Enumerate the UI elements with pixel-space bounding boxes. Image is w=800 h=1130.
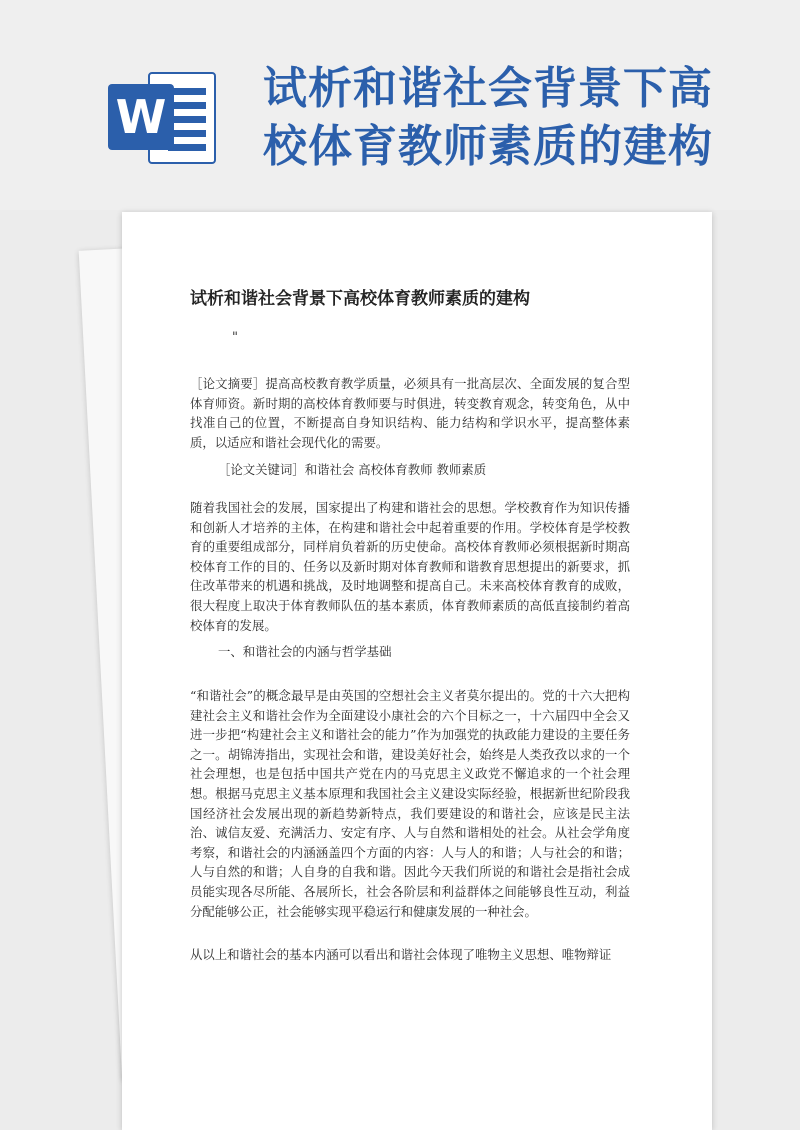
intro-paragraph: 随着我国社会的发展，国家提出了构建和谐社会的思想。学校教育作为知识传播和创新人才培养的主体，在构建和谐社会中起着重要的作用。学校体育是学校教育的重要组成部分，同样肩负着新的历史使命。高校体育教师必须根据新时期高校体育工作的目的、任务以及新时期对体育教师和谐教育思想提出的新要求，抓住改革带来的机遇和挑战，及时地调整和提高自己。未来高校体育教育的成败，很大程度上取决于体育教师队伍的基本素质，体育教师素质的高低直接制约着高校体育的发展。: [190, 500, 630, 633]
word-badge: W: [108, 84, 174, 150]
word-document-icon: [108, 72, 216, 164]
abstract-paragraph: ［论文摘要］提高高校教育教学质量，必须具有一批高层次、全面发展的复合型体育师资。新时期的高校体育教师要与时俱进，转变教育观念，转变角色，从中找准自己的位置，不断提高自身知识结构、能力结构和学识水平，提高整体素质，以适应和谐社会现代化的需要。: [190, 376, 630, 450]
keywords-paragraph: ［论文关键词］和谐社会 高校体育教师 教师素质: [218, 462, 487, 477]
banner: [0, 0, 800, 210]
body-paragraph-2: 从以上和谐社会的基本内涵可以看出和谐社会体现了唯物主义思想、唯物辩证: [190, 947, 612, 962]
document-title: 试析和谐社会背景下高校体育教师素质的建构: [190, 289, 530, 309]
quote-mark: ": [232, 330, 238, 345]
banner-title: 试析和谐社会背景下高校体育教师素质的建构: [263, 63, 713, 172]
section-heading: 一、和谐社会的内涵与哲学基础: [218, 644, 392, 659]
body-paragraph-1: “和谐社会”的概念最早是由英国的空想社会主义者莫尔提出的。党的十六大把构建社会主义和谐社会作为全面建设小康社会的六个目标之一，十六届四中全会又进一步把“构建社会主义和谐社会的能力”作为加强党的执政能力建设的主要任务之一。胡锦涛指出，实现社会和谐，建设美好社会，始终是人类孜孜以求的一个社会理想，也是包括中国共产党在内的马克思主义政党不懈追求的一个社会理想。根据马克思主义基本原理和我国社会主义建设实际经验，根据新世纪阶段我国经济社会发展出现的新趋势新特点，我们要建设的和谐社会，应该是民主法治、诚信友爱、充满活力、安定有序、人与自然和谐相处的社会。从社会学角度考察，和谐社会的内涵涵盖四个方面的内容：人与人的和谐；人与社会的和谐；人与自然的和谐；人自身的自我和谐。因此今天我们所说的和谐社会是指社会成员能实现各尽所能、各展所长，社会各阶层和利益群体之间能够良性互动，利益分配能够公正，社会能够实现平稳运行和健康发展的一种社会。: [190, 688, 630, 919]
document-page: [122, 212, 712, 1130]
